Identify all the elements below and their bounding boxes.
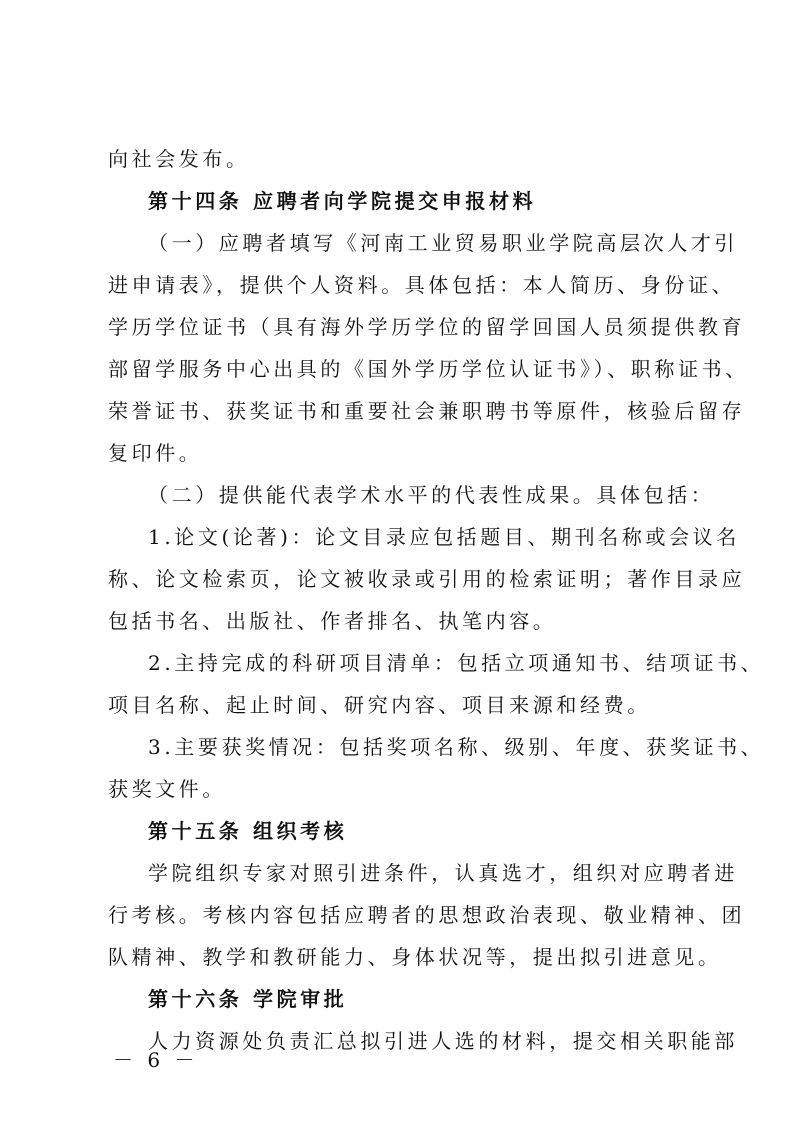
text-line: 部留学服务中心出具的《国外学历学位认证书》）、职称证书、 — [108, 357, 749, 381]
text-line: 项目名称、起止时间、研究内容、项目来源和经费。 — [108, 693, 651, 717]
text-line: 学历学位证书（具有海外学历学位的留学回国人员须提供教育 — [108, 315, 746, 339]
text-line: 进申请表》，提供个人资料。具体包括：本人简历、身份证、 — [108, 273, 736, 297]
article-heading: 第十四条 应聘者向学院提交申报材料 — [148, 189, 537, 213]
text-line: 称、论文检索页，论文被收录或引用的检索证明；著作目录应 — [108, 567, 746, 591]
text-line: 包括书名、出版社、作者排名、执笔内容。 — [108, 609, 557, 633]
text-line: 2.主持完成的科研项目清单：包括立项通知书、结项证书、 — [148, 651, 765, 675]
page-number: － 6 － — [113, 1048, 199, 1072]
text-line: （一）应聘者填写《河南工业贸易职业学院高层次人才引 — [148, 231, 738, 255]
text-line: 复印件。 — [108, 441, 203, 465]
article-heading: 第十五条 组织考核 — [148, 819, 348, 843]
text-line: 队精神、教学和教研能力、身体状况等，提出拟引进意见。 — [108, 945, 722, 969]
text-line: 获奖文件。 — [108, 777, 226, 801]
text-line: 学院组织专家对照引进条件，认真选才，组织对应聘者进 — [148, 861, 738, 885]
text-line: （二）提供能代表学术水平的代表性成果。具体包括： — [148, 483, 715, 507]
text-line: 3.主要获奖情况：包括奖项名称、级别、年度、获奖证书、 — [148, 735, 765, 759]
text-line: 行考核。考核内容包括应聘者的思想政治表现、敬业精神、团 — [108, 903, 746, 927]
text-line: 1.论文(论著)：论文目录应包括题目、期刊名称或会议名 — [148, 525, 740, 549]
text-line: 人力资源处负责汇总拟引进人选的材料，提交相关职能部 — [148, 1029, 738, 1053]
text-line: 荣誉证书、获奖证书和重要社会兼职聘书等原件，核验后留存 — [108, 399, 746, 423]
text-line: 向社会发布。 — [108, 147, 250, 171]
article-heading: 第十六条 学院审批 — [148, 987, 348, 1011]
